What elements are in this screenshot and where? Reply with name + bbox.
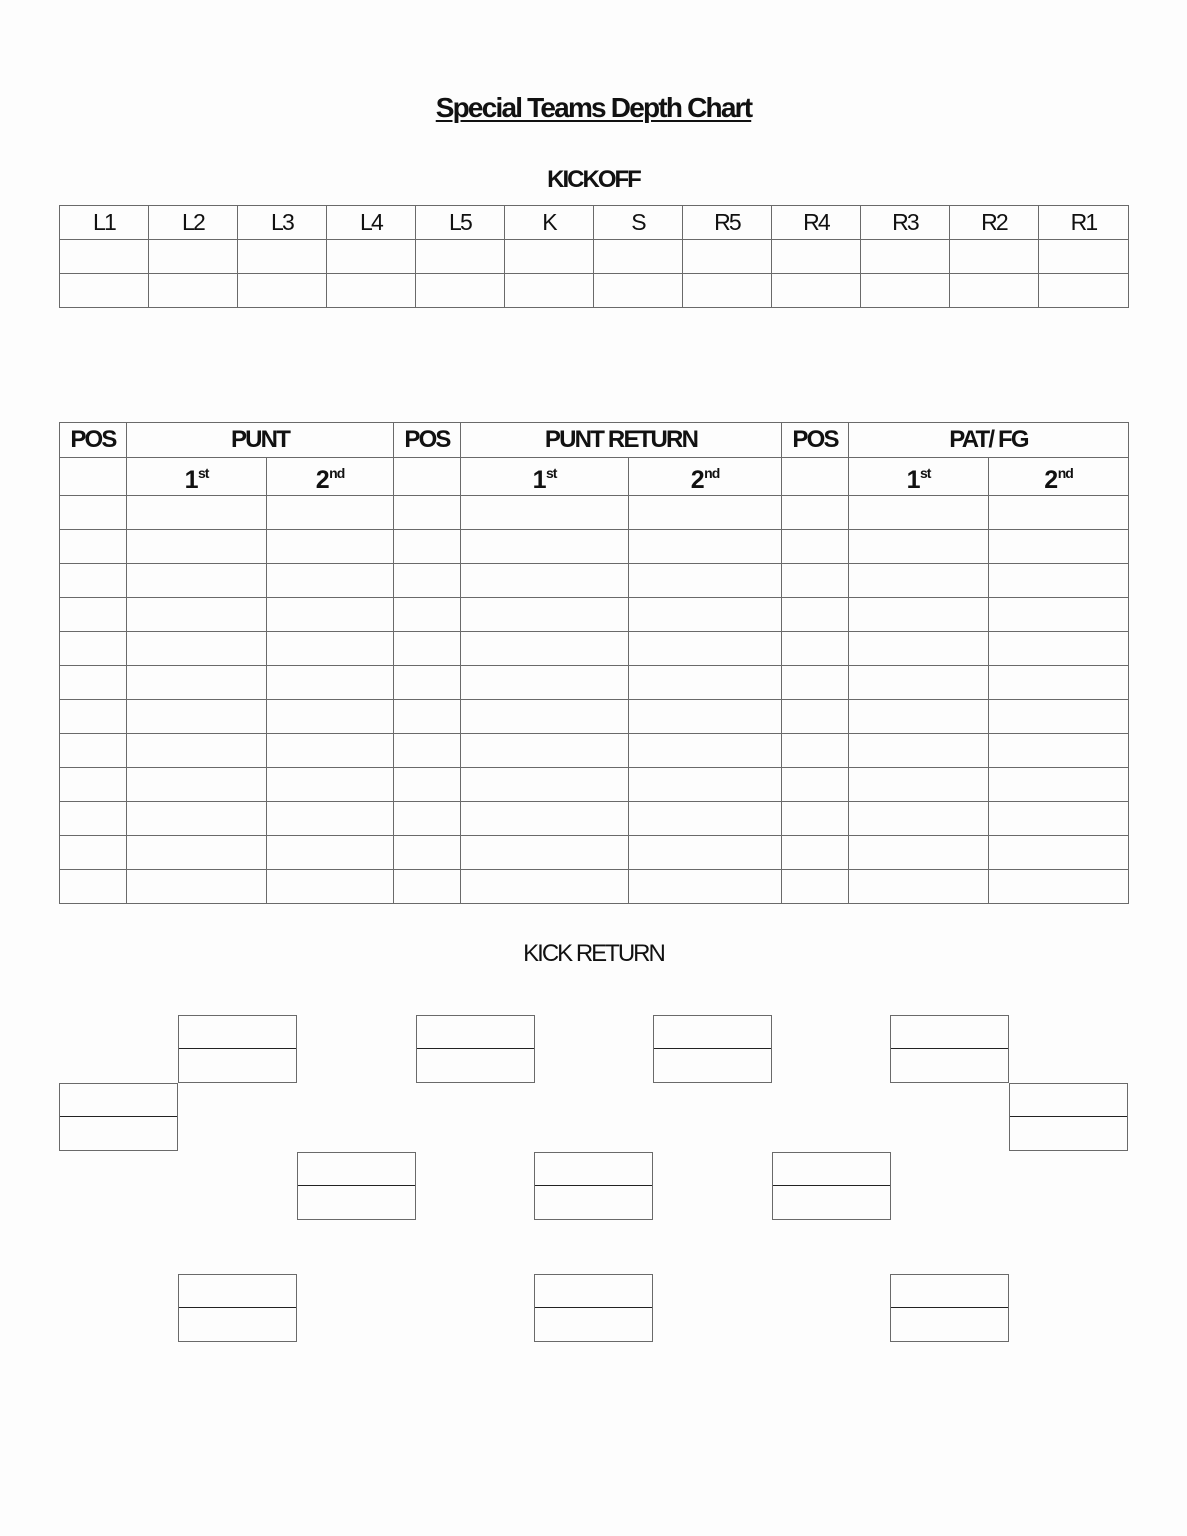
ordinal-suffix: st <box>197 465 209 481</box>
punt-pos-cell[interactable] <box>60 632 127 666</box>
pat-fg-second-cell[interactable] <box>989 870 1129 904</box>
kickoff-column-l1: L1 <box>60 206 149 240</box>
kickoff-column-l4: L4 <box>327 206 416 240</box>
punt-pos-cell[interactable] <box>60 734 127 768</box>
depth-group-header-row <box>60 423 1129 458</box>
kickoff-row <box>60 240 1129 274</box>
depth-row <box>60 734 1129 768</box>
punt-return-pos-cell[interactable] <box>394 836 461 870</box>
pat-fg-first-cell[interactable] <box>849 700 989 734</box>
kick-return-first-slot[interactable] <box>417 1016 534 1049</box>
punt-return-pos-cell[interactable] <box>394 598 461 632</box>
kick-return-second-slot[interactable] <box>1010 1117 1127 1150</box>
punt-second-cell[interactable] <box>267 496 394 530</box>
punt-return-pos-cell[interactable] <box>394 802 461 836</box>
punt-first-cell[interactable] <box>127 700 267 734</box>
kickoff-cell-r2[interactable] <box>950 274 1039 308</box>
kick-return-second-slot[interactable] <box>654 1049 771 1082</box>
punt-first-cell[interactable] <box>127 530 267 564</box>
punt-return-header: PUNT RETURN <box>461 423 782 458</box>
punt-return-first-cell[interactable] <box>461 836 629 870</box>
punt-first-cell[interactable] <box>127 564 267 598</box>
pat-fg-second-cell[interactable] <box>989 564 1129 598</box>
punt-return-second-cell[interactable] <box>629 666 782 700</box>
kick-return-second-slot[interactable] <box>417 1049 534 1082</box>
kick-return-first-slot[interactable] <box>773 1153 890 1186</box>
pat-fg-second-cell[interactable] <box>989 598 1129 632</box>
kick-return-first-slot[interactable] <box>891 1016 1008 1049</box>
depth-row <box>60 700 1129 734</box>
kick-return-first-slot[interactable] <box>1010 1084 1127 1117</box>
kickoff-cell-k[interactable] <box>505 274 594 308</box>
ordinal-number: 2 <box>690 466 705 494</box>
punt-return-second-header <box>629 458 782 496</box>
pat-fg-pos-cell[interactable] <box>782 632 849 666</box>
kick-return-position-box <box>178 1015 297 1083</box>
punt-return-second-cell[interactable] <box>629 802 782 836</box>
punt-return-first-cell[interactable] <box>461 530 629 564</box>
kick-return-position-box <box>178 1274 297 1342</box>
kick-return-title: KICK RETURN <box>523 940 664 967</box>
punt-first-cell[interactable] <box>127 666 267 700</box>
punt-header: PUNT <box>127 423 394 458</box>
punt-first-cell[interactable] <box>127 836 267 870</box>
ordinal-suffix: st <box>545 465 557 481</box>
punt-second-cell[interactable] <box>267 632 394 666</box>
punt-return-second-cell[interactable] <box>629 564 782 598</box>
kickoff-column-s: S <box>594 206 683 240</box>
kickoff-column-r2: R2 <box>950 206 1039 240</box>
punt-pos-cell[interactable] <box>60 768 127 802</box>
kickoff-cell-l1[interactable] <box>60 240 149 274</box>
punt-return-pos-subheader <box>394 458 461 496</box>
kick-return-first-slot[interactable] <box>179 1016 296 1049</box>
punt-pos-cell[interactable] <box>60 870 127 904</box>
kickoff-cell-r1[interactable] <box>1039 240 1129 274</box>
kickoff-table <box>59 205 1129 308</box>
ordinal-number: 1 <box>532 466 546 494</box>
punt-first-cell[interactable] <box>127 734 267 768</box>
kick-return-first-slot[interactable] <box>535 1275 652 1308</box>
kick-return-position-box <box>59 1083 178 1151</box>
page-title <box>0 92 1187 124</box>
kickoff-cell-k[interactable] <box>505 240 594 274</box>
punt-second-cell[interactable] <box>267 700 394 734</box>
pat-fg-second-cell[interactable] <box>989 530 1129 564</box>
ordinal-number: 1 <box>906 466 920 494</box>
kickoff-cell-l1[interactable] <box>60 274 149 308</box>
kick-return-position-box <box>416 1015 535 1083</box>
punt-first-cell[interactable] <box>127 598 267 632</box>
ordinal-suffix: st <box>920 465 931 481</box>
punt-pos-subheader <box>60 458 127 496</box>
punt-return-second-cell[interactable] <box>629 632 782 666</box>
punt-return-second-cell[interactable] <box>629 836 782 870</box>
punt-pos-header: POS <box>60 423 127 458</box>
punt-second-cell[interactable] <box>267 836 394 870</box>
ordinal-suffix: nd <box>1057 465 1073 481</box>
kickoff-column-r4: R4 <box>772 206 861 240</box>
depth-row <box>60 870 1129 904</box>
pat-fg-pos-cell[interactable] <box>782 564 849 598</box>
pat-fg-first-cell[interactable] <box>849 564 989 598</box>
kick-return-second-slot[interactable] <box>535 1308 652 1341</box>
kickoff-column-k: K <box>505 206 594 240</box>
kickoff-column-l5: L5 <box>416 206 505 240</box>
punt-second-header <box>267 458 394 496</box>
punt-first-cell[interactable] <box>127 632 267 666</box>
kickoff-cell-l2[interactable] <box>149 240 238 274</box>
ordinal-number: 1 <box>184 466 198 494</box>
kickoff-cell-s[interactable] <box>594 274 683 308</box>
pat-fg-pos-cell[interactable] <box>782 836 849 870</box>
punt-return-second-cell[interactable] <box>629 496 782 530</box>
kickoff-cell-r4[interactable] <box>772 240 861 274</box>
pat-fg-first-cell[interactable] <box>849 734 989 768</box>
pat-fg-second-cell[interactable] <box>989 734 1129 768</box>
punt-return-second-cell[interactable] <box>629 530 782 564</box>
punt-second-cell[interactable] <box>267 768 394 802</box>
pat-fg-first-cell[interactable] <box>849 768 989 802</box>
depth-string-header-row <box>60 458 1129 496</box>
punt-return-first-cell[interactable] <box>461 768 629 802</box>
punt-return-pos-header: POS <box>394 423 461 458</box>
kick-return-second-slot[interactable] <box>891 1049 1008 1082</box>
punt-pos-cell[interactable] <box>60 496 127 530</box>
kick-return-position-box <box>890 1274 1009 1342</box>
punt-pos-cell[interactable] <box>60 700 127 734</box>
pat-fg-pos-subheader <box>782 458 849 496</box>
punt-first-header <box>127 458 267 496</box>
kick-return-first-slot[interactable] <box>535 1153 652 1186</box>
kick-return-first-slot[interactable] <box>891 1275 1008 1308</box>
kickoff-row <box>60 274 1129 308</box>
depth-row <box>60 530 1129 564</box>
punt-first-cell[interactable] <box>127 496 267 530</box>
kickoff-header-row <box>60 206 1129 240</box>
kickoff-cell-l5[interactable] <box>416 274 505 308</box>
pat-fg-second-cell[interactable] <box>989 666 1129 700</box>
depth-row <box>60 564 1129 598</box>
ordinal-number: 2 <box>315 466 330 494</box>
kick-return-second-slot[interactable] <box>179 1049 296 1082</box>
punt-return-second-cell[interactable] <box>629 700 782 734</box>
kickoff-cell-l4[interactable] <box>327 240 416 274</box>
depth-row <box>60 598 1129 632</box>
kick-return-second-slot[interactable] <box>298 1186 415 1219</box>
punt-return-pos-cell[interactable] <box>394 564 461 598</box>
kick-return-second-slot[interactable] <box>179 1308 296 1341</box>
punt-return-pos-cell[interactable] <box>394 632 461 666</box>
kick-return-second-slot[interactable] <box>891 1308 1008 1341</box>
punt-first-cell[interactable] <box>127 870 267 904</box>
punt-return-pos-cell[interactable] <box>394 496 461 530</box>
kick-return-position-box <box>653 1015 772 1083</box>
punt-second-cell[interactable] <box>267 666 394 700</box>
punt-pos-cell[interactable] <box>60 564 127 598</box>
pat-fg-first-cell[interactable] <box>849 836 989 870</box>
kickoff-cell-l3[interactable] <box>238 240 327 274</box>
punt-second-cell[interactable] <box>267 564 394 598</box>
kickoff-cell-l4[interactable] <box>327 274 416 308</box>
punt-return-second-cell[interactable] <box>629 734 782 768</box>
pat-fg-first-header <box>849 458 989 496</box>
kick-return-first-slot[interactable] <box>179 1275 296 1308</box>
kickoff-cell-l5[interactable] <box>416 240 505 274</box>
kickoff-cell-r3[interactable] <box>861 240 950 274</box>
pat-fg-first-cell[interactable] <box>849 802 989 836</box>
kick-return-position-box <box>890 1015 1009 1083</box>
pat-fg-pos-cell[interactable] <box>782 530 849 564</box>
punt-return-first-cell[interactable] <box>461 496 629 530</box>
kickoff-cell-r1[interactable] <box>1039 274 1129 308</box>
punt-pos-cell[interactable] <box>60 836 127 870</box>
depth-row <box>60 768 1129 802</box>
kick-return-position-box <box>534 1274 653 1342</box>
kick-return-position-box <box>534 1152 653 1220</box>
ordinal-number: 2 <box>1044 466 1058 494</box>
pat-fg-pos-cell[interactable] <box>782 496 849 530</box>
punt-pos-cell[interactable] <box>60 598 127 632</box>
punt-second-cell[interactable] <box>267 598 394 632</box>
pat-fg-first-cell[interactable] <box>849 530 989 564</box>
pat-fg-first-cell[interactable] <box>849 870 989 904</box>
pat-fg-header: PAT/ FG <box>849 423 1129 458</box>
punt-return-first-cell[interactable] <box>461 564 629 598</box>
pat-fg-second-cell[interactable] <box>989 496 1129 530</box>
pat-fg-first-cell[interactable] <box>849 666 989 700</box>
kickoff-column-l2: L2 <box>149 206 238 240</box>
kickoff-column-r1: R1 <box>1039 206 1129 240</box>
punt-pos-cell[interactable] <box>60 802 127 836</box>
pat-fg-first-cell[interactable] <box>849 632 989 666</box>
pat-fg-pos-cell[interactable] <box>782 768 849 802</box>
punt-return-second-cell[interactable] <box>629 598 782 632</box>
kickoff-cell-r5[interactable] <box>683 240 772 274</box>
kickoff-cell-r3[interactable] <box>861 274 950 308</box>
depth-table <box>59 422 1129 904</box>
punt-return-pos-cell[interactable] <box>394 700 461 734</box>
depth-row <box>60 496 1129 530</box>
punt-pos-cell[interactable] <box>60 530 127 564</box>
page-title-text: Special Teams Depth Chart <box>435 92 752 123</box>
pat-fg-pos-cell[interactable] <box>782 870 849 904</box>
pat-fg-first-cell[interactable] <box>849 598 989 632</box>
pat-fg-second-cell[interactable] <box>989 836 1129 870</box>
pat-fg-pos-cell[interactable] <box>782 700 849 734</box>
pat-fg-pos-header: POS <box>782 423 849 458</box>
depth-row <box>60 802 1129 836</box>
punt-first-cell[interactable] <box>127 768 267 802</box>
punt-return-first-cell[interactable] <box>461 700 629 734</box>
pat-fg-second-header <box>989 458 1129 496</box>
ordinal-suffix: nd <box>704 465 720 481</box>
punt-return-pos-cell[interactable] <box>394 734 461 768</box>
punt-return-first-cell[interactable] <box>461 598 629 632</box>
punt-return-second-cell[interactable] <box>629 870 782 904</box>
kickoff-column-r3: R3 <box>861 206 950 240</box>
punt-return-pos-cell[interactable] <box>394 870 461 904</box>
pat-fg-pos-cell[interactable] <box>782 598 849 632</box>
kick-return-second-slot[interactable] <box>60 1117 177 1150</box>
depth-row <box>60 836 1129 870</box>
kick-return-position-box <box>772 1152 891 1220</box>
punt-first-cell[interactable] <box>127 802 267 836</box>
punt-second-cell[interactable] <box>267 530 394 564</box>
kick-return-second-slot[interactable] <box>535 1186 652 1219</box>
punt-return-first-cell[interactable] <box>461 666 629 700</box>
depth-row <box>60 632 1129 666</box>
kick-return-first-slot[interactable] <box>60 1084 177 1117</box>
punt-return-first-header <box>461 458 629 496</box>
kick-return-position-box <box>297 1152 416 1220</box>
kickoff-cell-l2[interactable] <box>149 274 238 308</box>
pat-fg-second-cell[interactable] <box>989 632 1129 666</box>
kickoff-column-l3: L3 <box>238 206 327 240</box>
kickoff-cell-r2[interactable] <box>950 240 1039 274</box>
pat-fg-second-cell[interactable] <box>989 700 1129 734</box>
kickoff-cell-l3[interactable] <box>238 274 327 308</box>
punt-pos-cell[interactable] <box>60 666 127 700</box>
punt-second-cell[interactable] <box>267 734 394 768</box>
pat-fg-first-cell[interactable] <box>849 496 989 530</box>
punt-return-first-cell[interactable] <box>461 734 629 768</box>
kickoff-column-r5: R5 <box>683 206 772 240</box>
punt-return-first-cell[interactable] <box>461 802 629 836</box>
pat-fg-pos-cell[interactable] <box>782 666 849 700</box>
punt-second-cell[interactable] <box>267 802 394 836</box>
kickoff-cell-r4[interactable] <box>772 274 861 308</box>
kick-return-first-slot[interactable] <box>654 1016 771 1049</box>
punt-return-second-cell[interactable] <box>629 768 782 802</box>
kickoff-cell-r5[interactable] <box>683 274 772 308</box>
kickoff-title: KICKOFF <box>547 166 640 193</box>
pat-fg-second-cell[interactable] <box>989 802 1129 836</box>
depth-row <box>60 666 1129 700</box>
punt-return-first-cell[interactable] <box>461 870 629 904</box>
punt-return-first-cell[interactable] <box>461 632 629 666</box>
kick-return-first-slot[interactable] <box>298 1153 415 1186</box>
kick-return-second-slot[interactable] <box>773 1186 890 1219</box>
punt-return-pos-cell[interactable] <box>394 666 461 700</box>
punt-second-cell[interactable] <box>267 870 394 904</box>
pat-fg-second-cell[interactable] <box>989 768 1129 802</box>
ordinal-suffix: nd <box>329 465 345 481</box>
kickoff-cell-s[interactable] <box>594 240 683 274</box>
punt-return-pos-cell[interactable] <box>394 530 461 564</box>
pat-fg-pos-cell[interactable] <box>782 802 849 836</box>
kick-return-position-box <box>1009 1083 1128 1151</box>
pat-fg-pos-cell[interactable] <box>782 734 849 768</box>
punt-return-pos-cell[interactable] <box>394 768 461 802</box>
